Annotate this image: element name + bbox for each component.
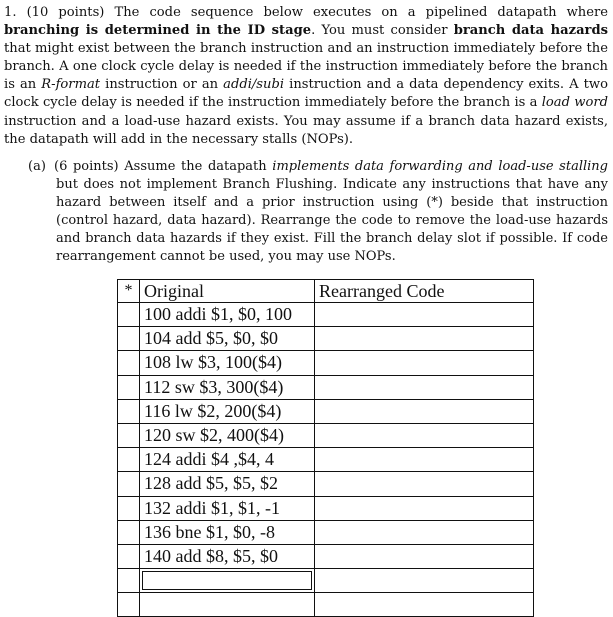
table-row [118, 544, 534, 568]
rearranged-cell[interactable] [315, 303, 534, 327]
rearranged-cell[interactable] [315, 399, 534, 423]
code-table [117, 279, 534, 617]
original-cell-empty[interactable] [140, 569, 315, 593]
table-row [118, 520, 534, 544]
rearranged-cell[interactable] [315, 351, 534, 375]
header-rearranged: Rearranged Code [315, 280, 534, 303]
star-cell[interactable] [118, 496, 140, 520]
rearranged-cell[interactable] [315, 423, 534, 447]
emphasis-addi-subi: addi/subi [223, 77, 285, 93]
rearranged-cell[interactable] [315, 520, 534, 544]
original-cell-empty[interactable] [140, 593, 315, 617]
star-cell[interactable] [118, 327, 140, 351]
table-row [118, 496, 534, 520]
rearranged-cell[interactable] [315, 448, 534, 472]
original-cell: 124 addi $4 ,$4, 4 [140, 448, 315, 472]
star-cell[interactable] [118, 593, 140, 617]
emphasis-load-word: load word [541, 95, 608, 111]
emphasis-r-format: R-format [41, 77, 101, 93]
rearranged-cell[interactable] [315, 496, 534, 520]
question-1-text: 1. (10 points) The code sequence below executes on a pipelined datapath where branching is determined in the ID stage. You must consider branch data hazards that might exist between the branch instruction and an instruction immediately before the branch. A one clock cycle delay is needed if the instruction immediately before the branch is an R-format instruction or an addi/subi instruction and a data dependency exits. A two clock cycle delay is needed if the instruction immediately before the branch is a load word instruction and a load-use hazard exists. You may assume if a branch data hazard exists, the datapath will add in the necessary stalls (NOPs). [4, 5, 608, 147]
table-row [118, 375, 534, 399]
part-a-points: (6 points) [54, 159, 119, 174]
original-cell: 120 sw $2, 400($4) [140, 423, 315, 447]
rearranged-cell[interactable] [315, 569, 534, 593]
star-cell[interactable] [118, 448, 140, 472]
question-points: (10 points) [26, 5, 105, 20]
original-cell: 112 sw $3, 300($4) [140, 375, 315, 399]
star-cell[interactable] [118, 423, 140, 447]
empty-box [142, 571, 312, 590]
header-star: * [118, 280, 140, 303]
table-row [118, 423, 534, 447]
original-cell: 140 add $8, $5, $0 [140, 544, 315, 568]
star-cell[interactable] [118, 544, 140, 568]
question-number: 1. [4, 5, 17, 20]
emphasis-branch-id: branching is determined in the ID stage [4, 23, 312, 39]
table-row [118, 303, 534, 327]
part-a-text [28, 158, 608, 265]
rearranged-cell[interactable] [315, 544, 534, 568]
original-cell: 116 lw $2, 200($4) [140, 399, 315, 423]
star-cell[interactable] [118, 375, 140, 399]
table-row [118, 327, 534, 351]
original-cell: 104 add $5, $0, $0 [140, 327, 315, 351]
rearranged-cell[interactable] [315, 472, 534, 496]
part-a-body: (6 points) Assume the datapath implements data forwarding and load-use stalling but does not implement Branch Flushing. Indicate any instructions that have any hazard between itself and a prior instruction using (*) beside that instruction (control hazard, data hazard). Rearrange the code to remove the load-use hazards and branch data hazards if they exist. Fill the branch delay slot if possible. If code rearrangement cannot be used, you may use NOPs. [54, 159, 608, 264]
star-cell[interactable] [118, 520, 140, 544]
table-row [118, 351, 534, 375]
part-a-label: (a) [28, 159, 46, 174]
header-original: Original [140, 280, 315, 303]
star-cell[interactable] [118, 472, 140, 496]
table-row [118, 448, 534, 472]
star-cell[interactable] [118, 399, 140, 423]
star-cell[interactable] [118, 303, 140, 327]
original-cell: 128 add $5, $5, $2 [140, 472, 315, 496]
emphasis-branch-hazards: branch data hazards [453, 23, 608, 39]
table-row [118, 399, 534, 423]
table-header-row [118, 280, 534, 303]
original-cell: 100 addi $1, $0, 100 [140, 303, 315, 327]
star-cell[interactable] [118, 569, 140, 593]
table-row-empty [118, 569, 534, 593]
original-cell: 136 bne $1, $0, -8 [140, 520, 315, 544]
emphasis-forwarding: implements data forwarding and load-use stalling [272, 159, 608, 174]
original-cell: 132 addi $1, $1, -1 [140, 496, 315, 520]
star-cell[interactable] [118, 351, 140, 375]
original-cell: 108 lw $3, 100($4) [140, 351, 315, 375]
rearranged-cell[interactable] [315, 375, 534, 399]
rearranged-cell[interactable] [315, 593, 534, 617]
rearranged-cell[interactable] [315, 327, 534, 351]
table-row [118, 472, 534, 496]
table-row-empty [118, 593, 534, 617]
